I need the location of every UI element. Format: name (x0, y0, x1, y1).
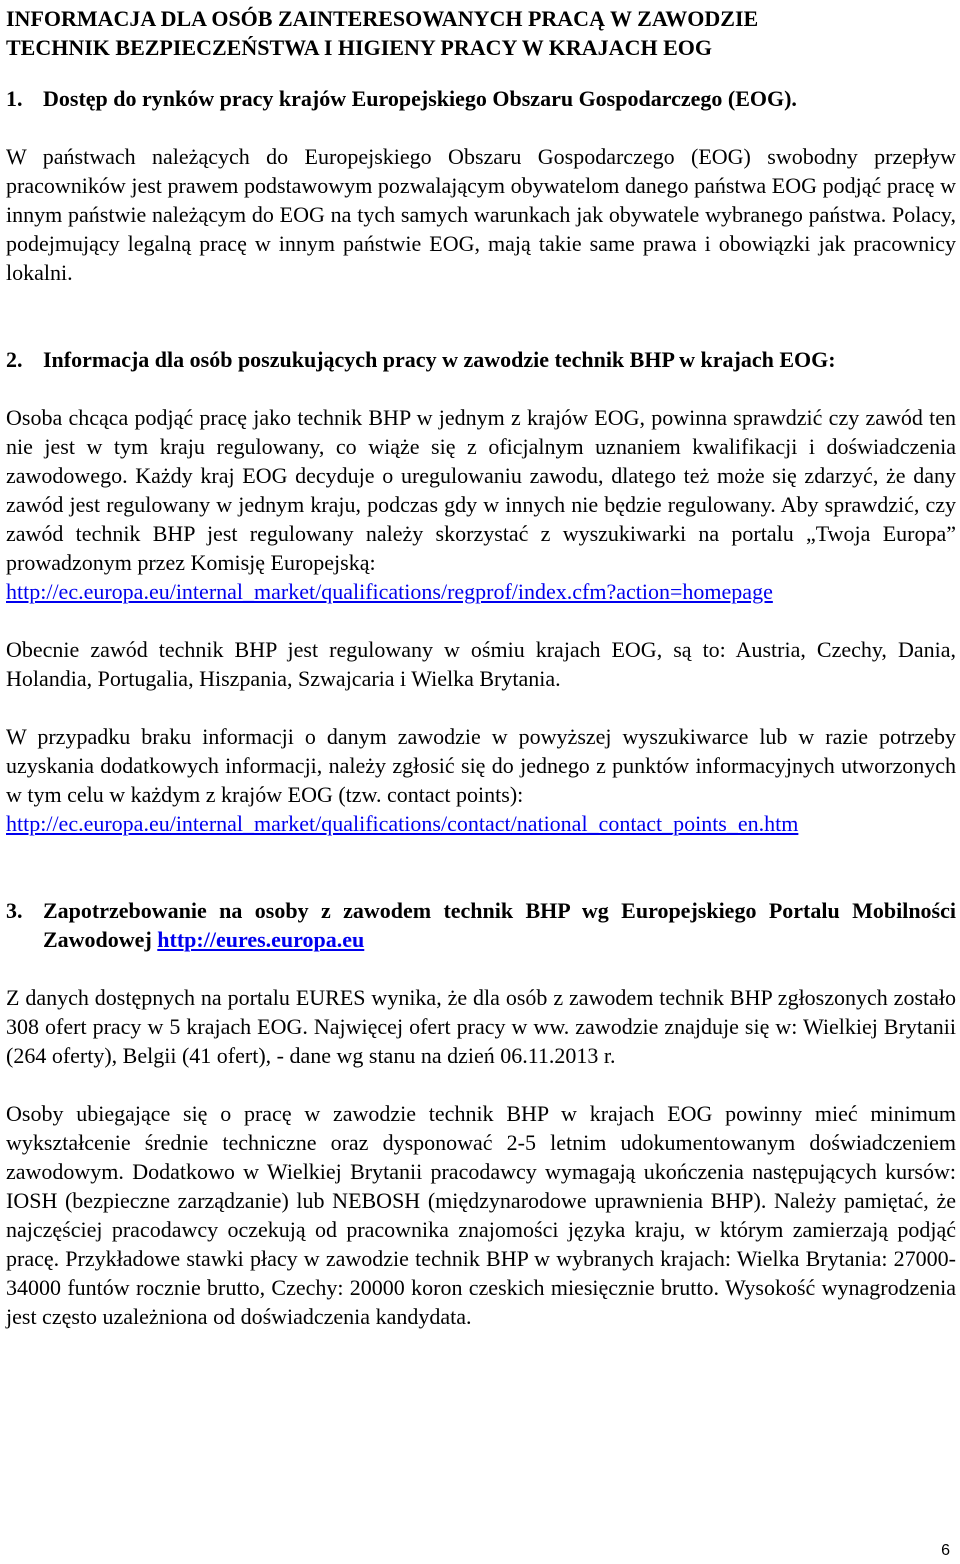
section-3-title (43, 896, 956, 954)
section-3-paragraph-1: Z danych dostępnych na portalu EURES wynika, że dla osób z zawodem technik BHP zgłoszonych zostało 308 ofert pracy w 5 krajach EOG. Najwięcej ofert pracy w ww. zawodzie znajduje się w: Wielkiej Brytanii (264 oferty), Belgii (41 ofert), - dane wg stanu na dzień 06.11.2013 r. (6, 985, 956, 1068)
contact-points-link[interactable]: http://ec.europa.eu/internal_market/qualifications/contact/national_contact_points_en.htm (6, 811, 799, 836)
title-line-1: INFORMACJA DLA OSÓB ZAINTERESOWANYCH PRACĄ W ZAWODZIE (6, 6, 759, 31)
document-title (6, 4, 956, 62)
section-3-title-text: Zapotrzebowanie na osoby z zawodem technik BHP wg Europejskiego Portalu Mobilności Zawodowej (43, 898, 956, 952)
section-3-number: 3. (6, 898, 23, 923)
title-line-2: TECHNIK BEZPIECZEŃSTWA I HIGIENY PRACY W KRAJACH EOG (6, 35, 712, 60)
section-3-heading (6, 896, 956, 954)
section-2-paragraph-2: Obecnie zawód technik BHP jest regulowany w ośmiu krajach EOG, są to: Austria, Czechy, Dania, Holandia, Portugalia, Hiszpania, Szwajcaria i Wielka Brytania. (6, 637, 956, 691)
section-1-title: Dostęp do rynków pracy krajów Europejskiego Obszaru Gospodarczego (EOG). (43, 86, 797, 111)
section-2-heading (6, 345, 956, 374)
section-3-paragraph-2: Osoby ubiegające się o pracę w zawodzie technik BHP w krajach EOG powinny mieć minimum wykształcenie średnie techniczne oraz dysponować 2-5 letnim udokumentowanym doświadczeniem zawodowym. Dodatkowo w Wielkiej Brytanii pracodawcy wymagają ukończenia następujących kursów: IOSH (bezpieczne zarządzanie) lub NEBOSH (międzynarodowe uprawnienia BHP). Należy pamiętać, że najczęściej pracodawcy oczekują od pracownika znajomości języka kraju, w którym zamierzają podjąć pracę. Przykładowe stawki płacy w zawodzie technik BHP w wybranych krajach: Wielka Brytania: 27000-34000 funtów rocznie brutto, Czechy: 20000 koron czeskich miesięcznie brutto. Wysokość wynagrodzenia jest często uzależniona od doświadczenia kandydata. (6, 1101, 956, 1329)
section-2-paragraph-1: Osoba chcąca podjąć pracę jako technik BHP w jednym z krajów EOG, powinna sprawdzić czy zawód ten nie jest w tym kraju regulowany, co wiąże się z oficjalnym uznaniem kwalifikacji i doświadczenia zawodowego. Każdy kraj EOG decyduje o uregulowaniu zawodu, dlatego też może się zdarzyć, że dany zawód jest regulowany w jednym kraju, podczas gdy w innych nie będzie regulowany. Aby sprawdzić, czy zawód technik BHP jest regulowany należy skorzystać z wyszukiwarki na portalu „Twoja Europa” prowadzonym przez Komisję Europejską: (6, 405, 956, 575)
section-2-number: 2. (6, 347, 23, 372)
section-1-paragraph: W państwach należących do Europejskiego Obszaru Gospodarczego (EOG) swobodny przepływ pracowników jest prawem podstawowym pozwalającym obywatelom danego państwa EOG podjąć pracę w innym państwie należącym do EOG na tych samych warunkach jak obywatele wybranego państwa. Polacy, podejmujący legalną pracę w innym państwie EOG, mają takie same prawa i obowiązki jak pracownicy lokalni. (6, 144, 956, 285)
section-1-number: 1. (6, 86, 23, 111)
page-number: 6 (941, 1542, 950, 1559)
document-page (6, 0, 956, 1331)
section-2-title: Informacja dla osób poszukujących pracy w zawodzie technik BHP w krajach EOG: (43, 347, 836, 372)
eures-link[interactable]: http://eures.europa.eu (157, 927, 365, 952)
section-1-heading (6, 84, 956, 113)
regprof-link[interactable]: http://ec.europa.eu/internal_market/qualifications/regprof/index.cfm?action=homepage (6, 579, 773, 604)
section-2-paragraph-3: W przypadku braku informacji o danym zawodzie w powyższej wyszukiwarce lub w razie potrzeby uzyskania dodatkowych informacji, należy zgłosić się do jednego z punktów informacyjnych utworzonych w tym celu w każdym z krajów EOG (tzw. contact points): (6, 724, 956, 807)
